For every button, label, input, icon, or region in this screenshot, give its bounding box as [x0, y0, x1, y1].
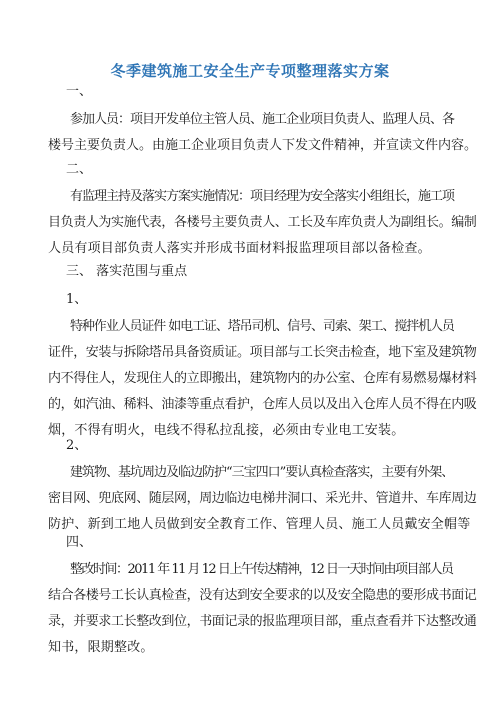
subsection-paragraph-1: [48, 314, 477, 444]
paragraph-line: 有监理主持及落实方案实施情况：项目经理为安全落实小组组长，施工项: [70, 189, 455, 204]
paragraph-line: 证件，安装与拆除塔吊具备资质证。项目部与工长突击检查，地下室及建筑物: [48, 345, 477, 360]
document-title: 冬季建筑施工安全生产专项整理落实方案: [110, 62, 390, 80]
paragraph-line: 建筑物、基坑周边及临边防护“三宝四口”要认真检查落实，主要有外架、: [70, 465, 454, 480]
paragraph-line: 的，如汽油、稀料、油漆等重点看护，仓库人员以及出入仓库人员不得在内吸: [48, 397, 477, 412]
paragraph-line: 密目网、兜底网、随层网，周边临边电梯井洞口、采光井、管道井、车库周边: [48, 491, 477, 506]
paragraph-line: 目负责人为实施代表，各楼号主要负责人、工长及车库负责人为副组长。编制: [48, 215, 477, 230]
section-heading-2: 二、: [66, 162, 93, 177]
paragraph-line: 知书，限期整改。: [48, 640, 154, 655]
subsection-heading-1: 1、: [66, 292, 88, 307]
paragraph-line: 整改时间：2011 年 11 月 12 日上午传达精神，12 日一天时间由项目部人员: [70, 562, 453, 577]
paragraph-line: 防护、新到工地人员做到安全教育工作、管理人员、施工人员戴安全帽等: [48, 517, 471, 532]
section-heading-1: 一、: [66, 84, 93, 99]
subsection-paragraph-2: [48, 460, 477, 538]
section-paragraph-4: [48, 557, 477, 661]
paragraph-line: 内不得住人，发现住人的立即搬出，建筑物内的办公室、仓库有易燃易爆材料: [48, 371, 477, 386]
paragraph-line: 结合各楼号工长认真检查，没有达到安全要求的以及安全隐患的要形成书面记: [48, 588, 477, 603]
section-paragraph-2: [48, 184, 477, 262]
section-heading-3: 三、 落实范围与重点: [66, 264, 188, 279]
section-heading-4: 四、: [66, 535, 93, 550]
paragraph-line: 参加人员：项目开发单位主管人员、施工企业项目负责人、监理人员、各: [70, 112, 455, 127]
section-paragraph-1: [48, 107, 478, 159]
paragraph-line: 烟，不得有明火，电线不得私拉乱接，必须由专业电工安装。: [48, 423, 405, 438]
paragraph-line: 人员有项目部负责人落实并形成书面材料报监理项目部以备检查。: [48, 241, 431, 256]
paragraph-line: 楼号主要负责人。由施工企业项目负责人下发文件精神，并宣读文件内容。: [48, 138, 478, 153]
subsection-heading-2: 2、: [66, 438, 88, 453]
paragraph-line: 录，并要求工长整改到位，书面记录的报监理项目部，重点查看并下达整改通: [48, 614, 477, 629]
paragraph-line: 特种作业人员证件 如电工证、塔吊司机、信号、司索、架工、搅拌机人员: [70, 319, 454, 334]
